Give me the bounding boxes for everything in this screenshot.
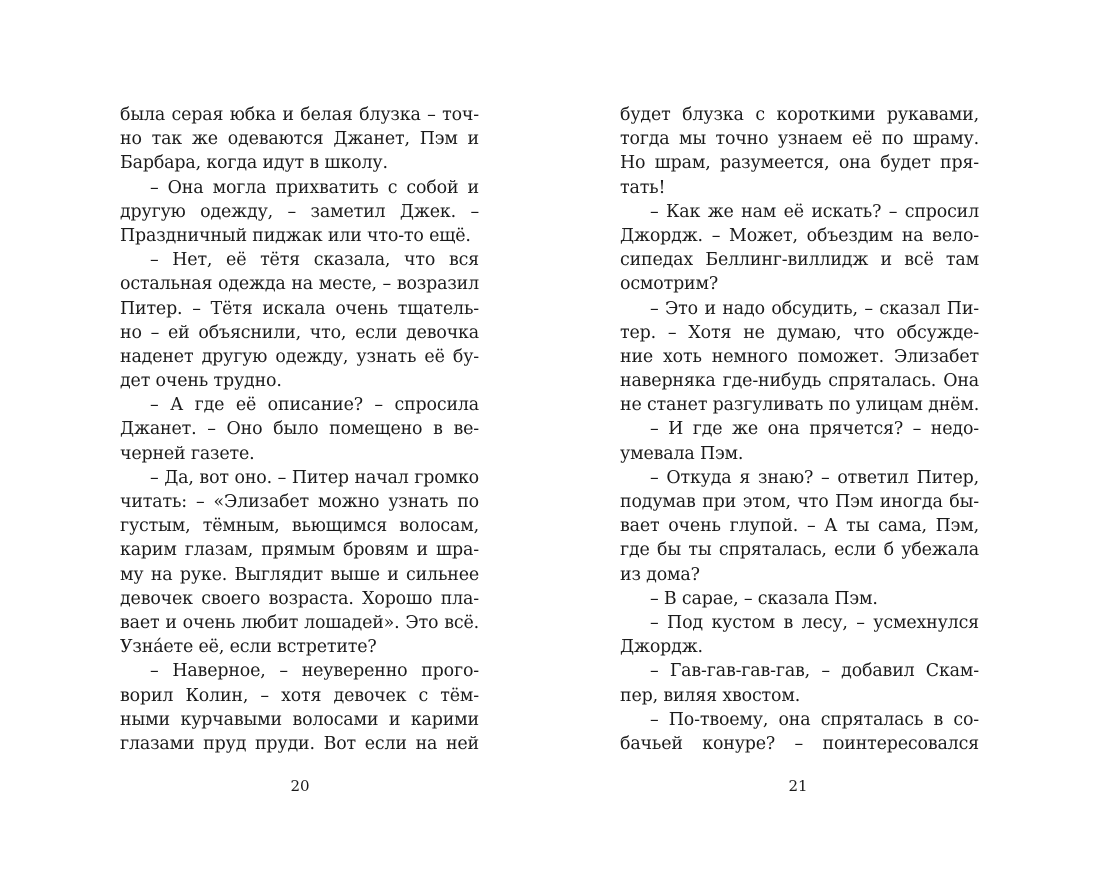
text-line: не станет разгуливать по улицам днём. bbox=[620, 395, 980, 416]
text-line: ворил Колин, – хотя девочек с тём- bbox=[120, 685, 479, 706]
text-line: наденет другую одежду, узнать её бу- bbox=[120, 346, 479, 367]
text-line: Джордж. bbox=[620, 637, 703, 658]
text-line: – Под кустом в лесу, – усмехнулся bbox=[650, 612, 979, 633]
text-line: ние хоть немного поможет. Элизабет bbox=[620, 346, 979, 367]
text-line: Питер. – Тётя искала очень тщатель- bbox=[120, 298, 479, 319]
text-line: черней газете. bbox=[120, 443, 255, 464]
text-line: осмотрим? bbox=[620, 274, 719, 295]
text-line: – Откуда я знаю? – ответил Питер, bbox=[650, 467, 979, 488]
text-line: – По-твоему, она спряталась в со- bbox=[650, 709, 979, 730]
text-line: Барбара, когда идут в школу. bbox=[120, 153, 388, 174]
text-line: – Это и надо обсудить, – сказал Пи- bbox=[650, 298, 979, 319]
right-page-number: 21 bbox=[788, 777, 808, 795]
text-line: густым, тёмным, вьющимся волосам, bbox=[120, 516, 479, 537]
left-page-text bbox=[120, 103, 479, 756]
text-line: тать! bbox=[620, 177, 666, 198]
text-line: Узна́ете её, если встретите? bbox=[120, 637, 377, 658]
text-line: тогда мы точно узнаем её по шраму. bbox=[620, 129, 979, 150]
text-line: где бы ты спряталась, если б убежала bbox=[620, 540, 979, 561]
text-line: другую одежду, – заметил Джек. – bbox=[120, 201, 479, 222]
text-line: – Она могла прихватить с собой и bbox=[150, 177, 479, 198]
text-line: Праздничный пиджак или что-то ещё. bbox=[120, 225, 471, 246]
text-line: наверняка где-нибудь спряталась. Она bbox=[620, 371, 979, 392]
text-line: из дома? bbox=[620, 564, 700, 585]
text-line: – Наверное, – неуверенно прого- bbox=[150, 661, 479, 682]
text-line: – Гав-гав-гав-гав, – добавил Скам- bbox=[650, 661, 979, 682]
right-page-text bbox=[620, 103, 979, 756]
text-line: – В сарае, – сказала Пэм. bbox=[650, 588, 878, 609]
text-line: была серая юбка и белая блузка – точ- bbox=[120, 105, 479, 125]
text-line: но – ей объяснили, что, если девочка bbox=[120, 322, 479, 343]
text-line: Но шрам, разумеется, она будет пря- bbox=[620, 153, 979, 174]
text-line: – Как же нам её искать? – спросил bbox=[650, 201, 979, 222]
text-line: тер. – Хотя не думаю, что обсужде- bbox=[620, 322, 979, 343]
text-line: ными курчавыми волосами и карими bbox=[120, 709, 479, 730]
text-line: бачьей конуре? – поинтересовался bbox=[620, 733, 979, 754]
text-line: – И где же она прячется? – недо- bbox=[650, 419, 979, 440]
text-line: – Нет, её тётя сказала, что вся bbox=[150, 250, 479, 271]
text-line: пер, виляя хвостом. bbox=[620, 685, 801, 706]
text-line: но так же одеваются Джанет, Пэм и bbox=[120, 129, 479, 150]
text-line: глазами пруд пруди. Вот если на ней bbox=[120, 733, 479, 754]
left-page-number: 20 bbox=[290, 777, 310, 795]
text-line: сипедах Беллинг-виллидж и всё там bbox=[620, 250, 979, 271]
text-line: му на руке. Выглядит выше и сильнее bbox=[120, 564, 479, 585]
text-line: Джанет. – Оно было помещено в ве- bbox=[120, 419, 479, 440]
text-line: умевала Пэм. bbox=[620, 443, 744, 464]
text-line: девочек своего возраста. Хорошо пла- bbox=[120, 588, 479, 609]
text-line: карим глазам, прямым бровям и шра- bbox=[120, 540, 479, 561]
text-line: – А где её описание? – спросила bbox=[150, 395, 479, 416]
text-line: вает и очень любит лошадей». Это всё. bbox=[120, 612, 479, 633]
text-line: Джордж. – Может, объездим на вело- bbox=[620, 225, 979, 246]
text-line: – Да, вот оно. – Питер начал громко bbox=[150, 467, 479, 488]
text-line: вает очень глупой. – А ты сама, Пэм, bbox=[620, 516, 979, 537]
text-line: дет очень трудно. bbox=[120, 371, 282, 392]
text-line: читать: – «Элизабет можно узнать по bbox=[120, 492, 479, 512]
text-line: будет блузка с короткими рукавами, bbox=[620, 105, 979, 125]
text-line: остальная одежда на месте, – возразил bbox=[120, 274, 479, 295]
text-line: подумав при этом, что Пэм иногда бы- bbox=[620, 492, 979, 512]
